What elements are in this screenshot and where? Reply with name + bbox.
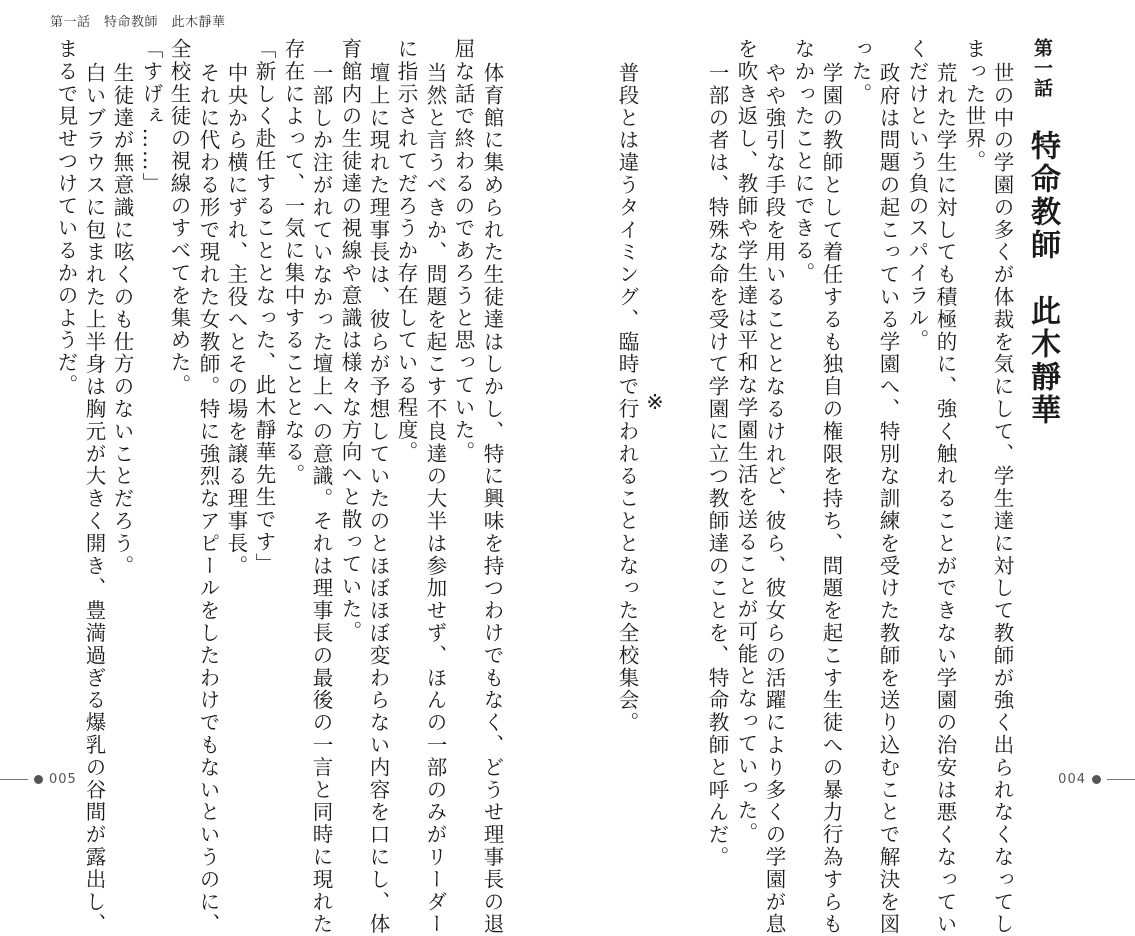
- text-line: 生徒達が無意識に呟くのも仕方のないことだろう。: [110, 62, 134, 578]
- chapter-episode: 第一話: [1031, 38, 1053, 98]
- text-line: 政府は問題の起こっている学園へ、特別な訓練を受けた教師を送り込むことで解決を図: [876, 62, 900, 936]
- dialogue-line: 「新しく赴任することとなった、此木靜華先生です」: [252, 38, 276, 576]
- folio-number: 005: [49, 772, 77, 787]
- folio-rule: [1107, 779, 1135, 780]
- text-line: 体育館に集められた生徒達はしかし、特に興味を持つわけでもなく、どうせ理事長の退: [480, 62, 504, 936]
- running-head: 第一話 特命教師 此木靜華: [50, 15, 226, 30]
- right-page-number: [1058, 772, 1135, 787]
- text-line: 世の中の学園の多くが体裁を気にして、学生達に対して教師が強く出られなくなってし: [990, 62, 1014, 936]
- text-line: 荒れた学生に対しても積極的に、強く触れることができない学園の治安は悪くなってい: [933, 62, 957, 936]
- folio-rule: [0, 779, 28, 780]
- text-line: 普段とは違うタイミング、臨時で行われることとなった全校集会。: [615, 62, 639, 734]
- text-line: 壇上に現れた理事長は、彼らが予想していたのとほぼほぼ変わらない内容を口にし、体: [366, 62, 390, 936]
- text-line: を吹き返し、教師や学生達は平和な学園生活を送ることが可能となっていった。: [734, 38, 758, 845]
- text-line: 一部しか注がれていなかった壇上への意識。それは理事長の最後の一言と同時に現れた: [309, 62, 333, 936]
- text-line: 一部の者は、特殊な命を受けて学園に立つ教師達のことを、特命教師と呼んだ。: [705, 62, 729, 869]
- section-break-mark: ※: [643, 390, 667, 416]
- text-line: 当然と言うべきか、問題を起こす不良達の大半は参加せず、ほんの一部のみがリーダー: [423, 62, 447, 936]
- text-line: 中央から横にずれ、主役へとその場を譲る理事長。: [224, 62, 248, 578]
- text-line: 屈な話で終わるのであろうと思っていた。: [451, 38, 475, 464]
- chapter-title: [1020, 38, 1064, 427]
- text-line: に指示されてだろうか存在している程度。: [394, 38, 418, 464]
- text-line: 存在によって、一気に集中することとなる。: [281, 38, 305, 486]
- text-line: それに代わる形で現れた女教師。特に強烈なアピールをしたわけでもないというのに、: [196, 62, 220, 936]
- text-line: 学園の教師として着任するも独自の権限を持ち、問題を起こす生徒への暴力行為すらも: [819, 62, 843, 936]
- text-line: 全校生徒の視線のすべてを集めた。: [167, 38, 191, 397]
- text-line: まった世界。: [962, 38, 986, 173]
- text-line: くだけという負のスパイラル。: [905, 38, 929, 352]
- text-line: 育館内の生徒達の視線や意識は様々な方向へと散っていた。: [338, 38, 362, 643]
- dialogue-line: 「すげぇ……」: [139, 38, 163, 195]
- text-line: まるで見せつけているかのようだ。: [54, 38, 78, 397]
- text-line: 白いブラウスに包まれた上半身は胸元が大きく開き、豊満過ぎる爆乳の谷間が露出し、: [82, 62, 106, 936]
- folio-dot-icon: [1092, 775, 1101, 784]
- folio-number: 004: [1058, 772, 1086, 787]
- left-page-number: [0, 772, 77, 787]
- chapter-name: 特命教師 此木靜華: [1025, 130, 1060, 427]
- text-line: った。: [848, 38, 872, 106]
- folio-dot-icon: [34, 775, 43, 784]
- text-line: やや強引な手段を用いることとなるけれど、彼ら、彼女らの活躍により多くの学園が息: [762, 62, 786, 936]
- text-line: なかったことにできる。: [791, 38, 815, 285]
